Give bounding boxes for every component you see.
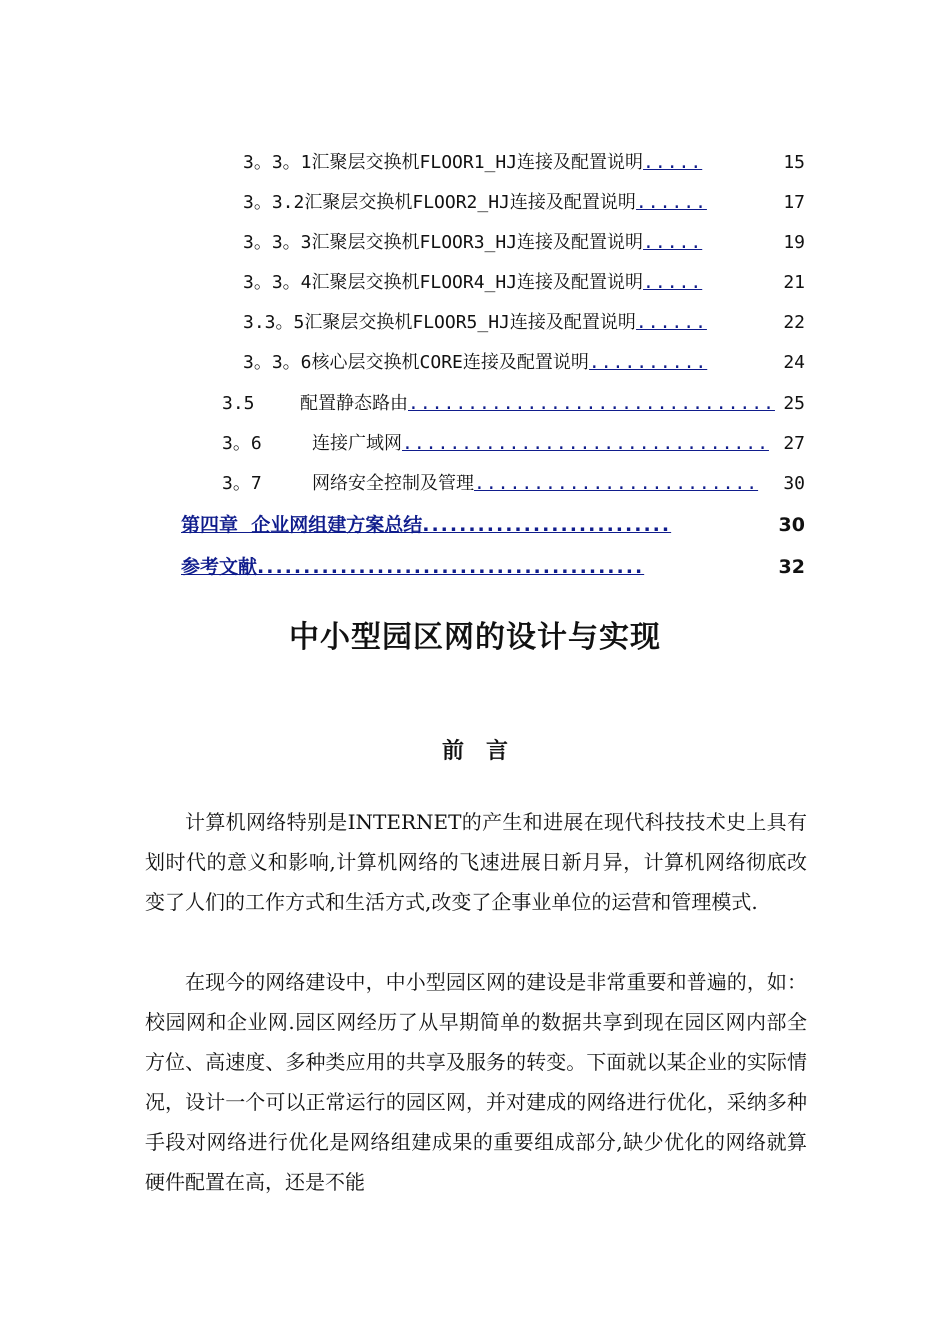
toc-entry-title: 汇聚层交换机FLOOR3_HJ连接及配置说明 [311,232,644,253]
toc-entry-number: 3.5 [222,393,255,414]
toc-entry-title: 连接广域网 [312,433,402,454]
toc-entry-number: 3。3。4 [243,272,312,293]
toc-entry-number: 3。7 [222,473,262,494]
toc-leader-dots: ...... [635,312,707,333]
toc-leader-dots: ...... [635,192,707,213]
toc-page-number: 24 [783,352,805,373]
toc-entry-title: 汇聚层交换机FLOOR4_HJ连接及配置说明 [311,272,644,293]
toc-page-number: 21 [783,272,805,293]
toc-leader-dots: ..... [643,232,703,253]
toc-leader-dots: .......... [588,352,708,373]
toc-chapter-title: 参考文献 [181,556,258,578]
toc-entry-title: 网络安全控制及管理 [312,473,474,494]
toc-leader-dots: ........................ [474,473,759,494]
toc-page-number: 15 [783,152,805,173]
toc-chapter-title: 第四章 企业网组建方案总结 [181,514,423,536]
document-title: 中小型园区网的设计与实现 [289,620,661,655]
toc-entry[interactable] [222,391,805,417]
toc-entry-title: 汇聚层交换机FLOOR5_HJ连接及配置说明 [304,312,636,333]
toc-leader-dots: .......................................... [257,556,645,578]
toc-page-number: 30 [783,473,805,494]
toc-page-number: 19 [783,232,805,253]
toc-entry-number: 3。3。1 [243,152,312,173]
toc-entry[interactable] [243,190,805,216]
toc-entry-number: 3.3。5 [243,312,305,333]
toc-entry-title: 配置静态路由 [300,393,408,414]
toc-entry[interactable] [243,310,805,336]
toc-entry[interactable] [243,150,805,176]
toc-entry-number: 3。3.2 [243,192,305,213]
toc-page-number: 27 [783,433,805,454]
toc-page-number: 25 [783,393,805,414]
toc-entry-number: 3。3。6 [243,352,312,373]
paragraph: 计算机网络特别是INTERNET的产生和进展在现代科技技术史上具有划时代的意义和影响,计算机网络的飞速进展日新月异，计算机网络彻底改变了人们的工作方式和生活方式,改变了企事业单位的运营和管理模式. [145,810,807,914]
toc-entry[interactable] [243,350,805,376]
toc-leader-dots: ........................... [422,514,672,536]
toc-entry-number: 3。6 [222,433,262,454]
toc-page-number: 32 [778,556,805,578]
toc-leader-dots: ............................... [402,433,769,454]
toc-page-number: 22 [783,312,805,333]
toc-chapter-entry[interactable] [181,554,805,580]
toc-leader-dots: ............................... [408,393,775,414]
toc-chapter-entry[interactable] [181,512,805,538]
toc-entry[interactable] [222,471,805,497]
paragraph: 在现今的网络建设中，中小型园区网的建设是非常重要和普遍的，如：校园网和企业网.园区网经历了从早期简单的数据共享到现在园区网内部全方位、高速度、多种类应用的共享及服务的转变。下面就以某企业的实际情况，设计一个可以正常运行的园区网，并对建成的网络进行优化，采纳多种手段对网络进行优化是网络组建成果的重要组成部分,缺少优化的网络就算硬件配置在高，还是不能 [145,970,807,1194]
toc-entry-title: 汇聚层交换机FLOOR1_HJ连接及配置说明 [311,152,644,173]
toc-entry-title: 汇聚层交换机FLOOR2_HJ连接及配置说明 [304,192,636,213]
toc-page-number: 30 [778,514,805,536]
toc-leader-dots: ..... [643,272,703,293]
toc-leader-dots: ..... [643,152,703,173]
toc-entry[interactable] [222,431,805,457]
toc-entry[interactable] [243,270,805,296]
toc-page-number: 17 [783,192,805,213]
section-heading: 前言 [441,739,530,764]
toc-entry-number: 3。3。3 [243,232,312,253]
toc-entry-title: 核心层交换机CORE连接及配置说明 [311,352,589,373]
toc-entry[interactable] [243,230,805,256]
